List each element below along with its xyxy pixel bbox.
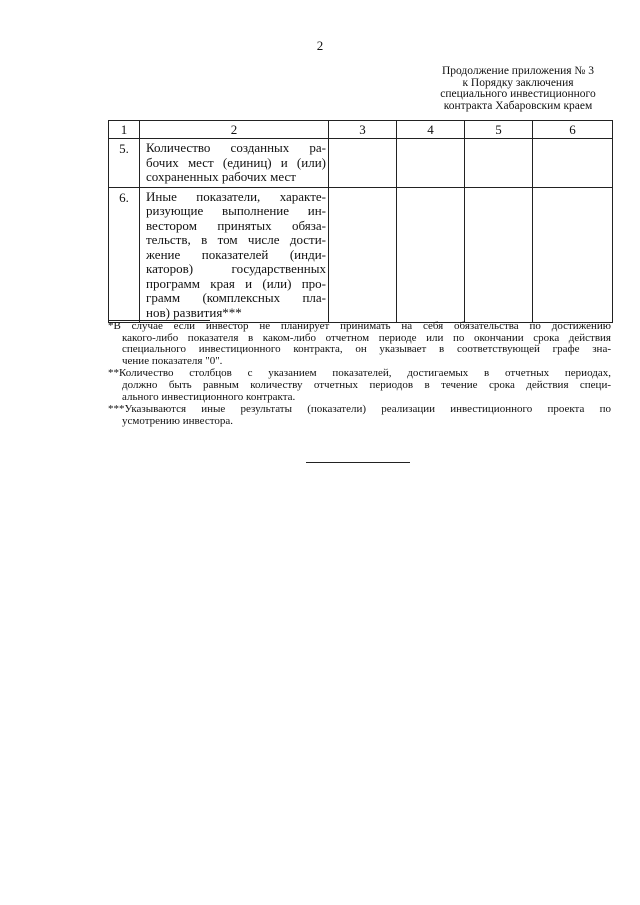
footnote-line: **Количество столбцов с указанием показателей, достигаемых в отчетных периодах, (108, 367, 611, 380)
page-number: 2 (316, 38, 324, 53)
appendix-header (400, 66, 636, 112)
description-line: Иные показатели, характе- (146, 188, 326, 204)
column-number-header: 5 (465, 121, 533, 139)
column-number-header: 1 (109, 121, 140, 139)
row-number: 6. (109, 187, 140, 323)
footnote-line: должно быть равным количеству отчетных периодов в течение срока действия специ- (122, 378, 611, 391)
footnote-triple-star (108, 404, 611, 427)
description-line: жение показателей (инди- (146, 246, 326, 262)
description-line: грамм (комплексных пла- (146, 290, 326, 305)
empty-value-cell (329, 187, 397, 323)
column-number-header: 3 (329, 121, 397, 139)
description-line: тельств, в том числе дости- (146, 232, 326, 247)
appendix-header-line: специального инвестиционного (440, 88, 596, 100)
empty-value-cell (533, 139, 613, 188)
empty-value-cell (533, 187, 613, 323)
footnote-line: *В случае если инвестор не планирует принимать на себя обязательства по достижению (108, 320, 611, 332)
column-number-header: 4 (397, 121, 465, 139)
description-line: вестором принятых обяза- (146, 217, 326, 233)
footnote-line: специального инвестиционного контракта, он указывает в соответствующей графе зна- (122, 343, 611, 356)
end-of-document-rule (306, 462, 410, 463)
empty-value-cell (465, 139, 533, 188)
description-line: программ края и (или) про- (146, 275, 326, 291)
description-line: бочих мест (единиц) и (или) (146, 154, 326, 170)
footnote-line: какого-либо показателя в каком-либо отчетном периоде или по окончании срока действия (122, 331, 611, 344)
appendix-header-line: контракта Хабаровским краем (443, 99, 593, 112)
description-line: сохраненных рабочих мест (146, 169, 296, 184)
table-row (109, 139, 613, 188)
appendix-header-line: Продолжение приложения № 3 (441, 65, 595, 77)
description-line: Количество созданных ра- (146, 140, 326, 155)
appendix-header-line: к Порядку заключения (462, 76, 574, 89)
footnote-line: усмотрению инвестора. (122, 414, 233, 427)
description-line: нов) развития*** (146, 304, 242, 320)
empty-value-cell (465, 187, 533, 323)
column-number-header: 2 (140, 121, 329, 139)
empty-value-cell (397, 139, 465, 188)
description-line: каторов) государственных (146, 261, 326, 276)
table-row (109, 187, 613, 323)
indicators-table (108, 120, 613, 323)
row-number: 5. (109, 139, 140, 188)
column-number-header: 6 (533, 121, 613, 139)
footnotes (108, 321, 611, 428)
empty-value-cell (329, 139, 397, 188)
footnote-line: ального инвестиционного контракта. (122, 390, 296, 403)
empty-value-cell (397, 187, 465, 323)
footnote-line: ***Указываются иные результаты (показатели) реализации инвестиционного проекта по (108, 403, 611, 416)
footnote-double-star (108, 368, 611, 403)
footnote-single-star (108, 321, 611, 367)
indicator-description (140, 139, 329, 188)
table-header-row (109, 121, 613, 139)
description-line: ризующие выполнение ин- (146, 203, 326, 218)
indicator-description (140, 187, 329, 323)
footnote-line: чение показателя "0". (122, 354, 223, 367)
